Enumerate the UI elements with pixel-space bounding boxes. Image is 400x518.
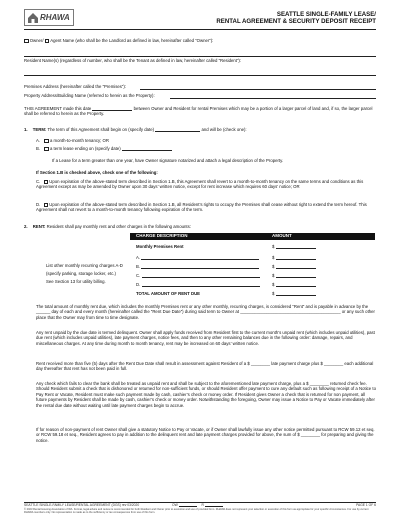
resident-label: Resident Name(s) (regardless of number, who shall be the Tenant as defined in law, hereinafter called “Resident”): — [24, 58, 242, 63]
charge-row-c: C. — [136, 273, 260, 278]
term-line: 1. TERM: The term of this Agreement shall begin on (specify date) and will be (check one): — [24, 127, 247, 132]
side-note-3: See Section 13 for utility billing. — [46, 279, 106, 284]
charge-d-amount-field[interactable] — [276, 282, 316, 287]
logo-text: RHAWA — [40, 13, 70, 22]
charge-row-a: A. — [136, 255, 259, 260]
monthly-rent-amount: $ — [272, 244, 316, 249]
term-option-b: B. a term lease ending on (specify date) — [36, 146, 172, 151]
charge-a-field[interactable] — [141, 255, 259, 260]
charge-c-amount-field[interactable] — [276, 273, 316, 278]
property-name-field[interactable] — [170, 98, 376, 99]
term-start-date-field[interactable] — [155, 127, 200, 132]
monthly-rent-field[interactable] — [276, 244, 316, 249]
property-name-label: Property Address/Building Name (referred to herein as the Property): — [24, 93, 155, 98]
page-number: PAGE 1 OF 6 — [356, 503, 376, 507]
term-lease-checkbox[interactable] — [44, 147, 49, 152]
rent-paragraph-5: If for reason of non-payment of rent Owner shall give a statutory Notice to Pay or Vacate, or if Owner shall lawfully issue any other notice permitted pursuant to RCW 59.12 et seq. or RCW 59.18 et seq., Resident agrees to pay in addition to the delinquent rent and late payment charges provided for above, the sum of $ ________ for preparing and giving the notice. — [36, 427, 375, 443]
resident-initials-field[interactable] — [205, 503, 223, 507]
rent-paragraph-3: Rent received more than five (5) days after the Rent Due Date shall result in assessment against Resident of a $ ________ late payment charge plus $ ________ each additional day thereafter that rent has not been paid in full. — [36, 361, 374, 372]
charge-b-amount-field[interactable] — [276, 264, 316, 269]
charge-b-field[interactable] — [141, 264, 259, 269]
agent-checkbox[interactable] — [45, 39, 50, 44]
owner-initials: OW R — [172, 503, 223, 507]
monthly-rent-label: Monthly Premises Rent — [136, 244, 184, 249]
intro-paragraph: THIS AGREEMENT made this date between Owner and Resident for rental Premises which may be a portion of a larger parcel of land and, if so, the larger parcel shall be referred to herein as the Property. — [24, 106, 373, 117]
charge-d-field[interactable] — [142, 282, 260, 287]
term-end-date-field[interactable] — [122, 146, 172, 151]
side-note-2: (specify parking, storage locker, etc.) — [46, 271, 116, 276]
owner-line: Owner/ Agent Name (who shall be the Landlord as defined in law, hereinafter called “Owner”): — [24, 38, 376, 43]
copyright-notice: © 2023 Rental Housing Association of WA. Format, legal advice and review is recommended for both Resident and Owner prior to execution and use of provided form. RHAWA does not represent your selection or execution of this form as appropriate for your specific circumstances. For use by current RHAWA members only. No representation is made as to the sufficiency or tax consequences from use of this form. — [24, 508, 369, 515]
section-1b-heading: If Section 1.B is checked above, check one of the following: — [36, 170, 158, 175]
total-rent-field[interactable] — [276, 291, 316, 296]
term-option-c: C. Upon expiration of the above-stated term described in Section 1.B, this Agreement shall revert to a month-to-month tenancy on the same terms and conditions as this Agreement except as may be amended by Owner upon 30 days’ written notice, except for rent increase which requires 60 days’ notice; OR — [36, 179, 364, 190]
title-divider — [24, 29, 376, 30]
side-note-1: List other monthly recurring charges A-D — [46, 263, 123, 268]
month-to-month-checkbox[interactable] — [44, 139, 49, 144]
rent-line: 2. RENT: Resident shall pay monthly rent and other charges in the following amounts: — [24, 224, 191, 229]
owner-initials-field[interactable] — [179, 503, 197, 507]
total-rent-label: TOTAL AMOUNT OF RENT DUE — [136, 291, 201, 296]
rhawa-logo — [24, 9, 74, 26]
owner-name-field[interactable] — [24, 56, 376, 57]
charge-table-header: CHARGE DESCRIPTION AMOUNT — [130, 233, 375, 240]
term-option-d: D. Upon expiration of the above-stated term described in Section 1.B, all Resident’s rights to occupy the Premises shall cease without right to extend the term hereof. This Agreement shall not revert to a month-to-month tenancy following expiration of the term. — [36, 202, 367, 213]
notary-note: If a Lease for a term greater than one year, have Owner signature notarized and attach a legal description of the Property. — [52, 158, 284, 163]
premises-address-label: Premises Address (hereinafter called the “Premises”): — [24, 84, 126, 89]
charge-table: CHARGE DESCRIPTION AMOUNT Monthly Premises Rent $ A. $ B. $ C. $ D. $ TOTAL AMOUNT OF RENT DUE $ — [130, 233, 375, 240]
term-option-a: A. a month-to-month tenancy; OR — [36, 138, 109, 143]
rent-paragraph-1: The total amount of monthly rent due, which includes the monthly Premises rent or any other monthly, recurring charges, is considered “Rent” and is payable in advance by the ______ day of each and every month (hereinafter called the “Rent Due Date”) during said term to Owner at __________________________________________ or any such other place that the Owner may from time to time designate. — [36, 304, 375, 320]
charge-row-d: D. — [136, 282, 260, 287]
resident-name-field[interactable] — [24, 75, 376, 76]
charge-c-field[interactable] — [142, 273, 260, 278]
rent-paragraph-4: Any check which fails to clear the bank shall be treated as unpaid rent and shall be subject to the aforementioned late payment charge, plus a $ ________ returned check fee. Should Resident submit a check that is dishonored or returned for non-sufficient funds, or should Resident offer payment to cure any default such as following receipt of a Notice to Pay Rent or Vacate, Resident must make such payment made by cash, cashier’s check or money order. If Resident gives Owner a check that is returned for non payment, all future payments by Resident shall be made by cash, cashier’s check or money order. Notwithstanding the foregoing, Owner may issue a Notice to Pay or Vacate immediately after the rental due date without waiting until late payment charges begin to accrue. — [36, 381, 376, 408]
charge-a-amount-field[interactable] — [276, 255, 316, 260]
owner-checkbox[interactable] — [24, 39, 29, 44]
page-title: SEATTLE SINGLE-FAMILY LEASE/ RENTAL AGREEMENT & SECURITY DEPOSIT RECEIPT — [216, 11, 376, 25]
premises-address-field[interactable] — [140, 89, 376, 90]
footer-form-id: SEATTLE SINGLE-FAMILY LEASE/RENTAL AGREEMENT (DGS) rev 03/2020 — [24, 503, 140, 507]
charge-row-b: B. — [136, 264, 259, 269]
rent-paragraph-2: Any rent unpaid by the due date is termed delinquent. Owner shall apply funds received from Resident first to the current month’s unpaid rent (which includes unpaid utilities), past due rent (which includes unpaid utilities), late payment charges, notice fees, and then to any other remaining balances due in the following order: damage, repairs, and miscellaneous charges. At any time during month to month tenancy, rent may be increased on 60 days’ written notice. — [36, 330, 375, 346]
